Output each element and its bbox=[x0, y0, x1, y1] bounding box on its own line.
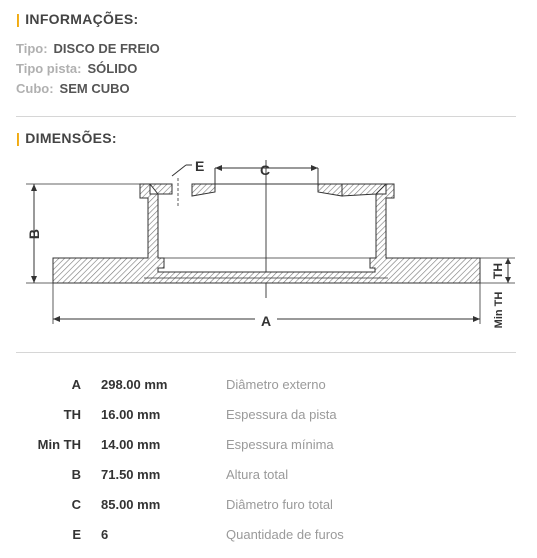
info-label: Cubo: bbox=[16, 81, 54, 96]
label-th: TH bbox=[491, 263, 505, 279]
spec-key: E bbox=[72, 527, 81, 542]
spec-value: 14.00 mm bbox=[101, 437, 161, 452]
info-label: Tipo: bbox=[16, 41, 48, 56]
label-b: B bbox=[26, 228, 42, 240]
spec-description: Espessura da pista bbox=[226, 407, 337, 422]
hat-right-inner bbox=[318, 184, 342, 196]
brake-disc-diagram bbox=[0, 150, 537, 340]
spec-row bbox=[0, 527, 537, 547]
spec-description: Altura total bbox=[226, 467, 289, 482]
info-row-tipo-pista bbox=[16, 61, 137, 76]
label-e: E bbox=[195, 158, 205, 174]
info-row-tipo bbox=[16, 41, 160, 56]
section-divider bbox=[16, 352, 516, 353]
spec-row bbox=[0, 407, 537, 427]
accent-bar: | bbox=[16, 11, 21, 27]
spec-key: A bbox=[71, 377, 81, 392]
spec-value: 16.00 mm bbox=[101, 407, 161, 422]
accent-bar: | bbox=[16, 130, 21, 146]
spec-key: Min TH bbox=[37, 437, 81, 452]
label-c: C bbox=[259, 162, 271, 178]
hat-left-inner bbox=[192, 184, 215, 196]
section-divider bbox=[16, 116, 516, 117]
hat-left bbox=[150, 184, 172, 194]
info-value: SÓLIDO bbox=[87, 61, 138, 76]
info-section-title: | INFORMAÇÕES: bbox=[16, 11, 139, 27]
label-a: A bbox=[260, 313, 272, 329]
spec-description: Diâmetro furo total bbox=[226, 497, 333, 512]
spec-key: B bbox=[71, 467, 81, 482]
spec-description: Espessura mínima bbox=[226, 437, 334, 452]
spec-key: C bbox=[71, 497, 81, 512]
info-label: Tipo pista: bbox=[16, 61, 82, 76]
spec-row bbox=[0, 437, 537, 457]
spec-row bbox=[0, 497, 537, 517]
spec-description: Diâmetro externo bbox=[226, 377, 326, 392]
info-row-cubo bbox=[16, 81, 130, 96]
spec-key: TH bbox=[63, 407, 81, 422]
spec-row bbox=[0, 467, 537, 487]
spec-value: 85.00 mm bbox=[101, 497, 161, 512]
spec-value: 71.50 mm bbox=[101, 467, 161, 482]
spec-row bbox=[0, 377, 537, 397]
spec-description: Quantidade de furos bbox=[226, 527, 344, 542]
info-value: SEM CUBO bbox=[59, 81, 130, 96]
dimensions-section-title: | DIMENSÕES: bbox=[16, 130, 117, 146]
info-value: DISCO DE FREIO bbox=[53, 41, 160, 56]
spec-value: 298.00 mm bbox=[101, 377, 168, 392]
label-min-th: Min TH bbox=[493, 291, 505, 329]
spec-value: 6 bbox=[101, 527, 109, 542]
